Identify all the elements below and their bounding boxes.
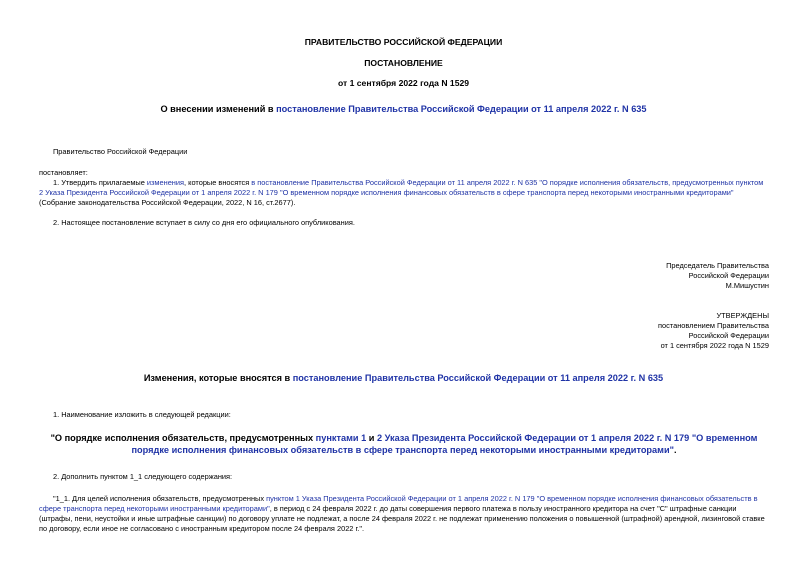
signature-position: Председатель Правительства xyxy=(666,261,769,270)
document-date-number: от 1 сентября 2022 года N 1529 xyxy=(337,78,470,88)
paragraph-1-end: (Собрание законодательства Российской Федерации, 2022, N 16, ст.2677). xyxy=(39,198,296,207)
decree-179-link[interactable]: 2 Указа Президента Российской Федерации от 1 апреля 2022 г. N 179 "О временном порядке исполнения финансовых обязательств в сфере транспорта перед некоторыми иностранными кредиторами" xyxy=(131,433,758,455)
changes-link[interactable]: изменения xyxy=(146,178,185,187)
decree-179-item-1-link[interactable]: пунктом 1 Указа Президента Российской Федерации от 1 апреля 2022 г. N 179 "О временном порядке исполнения финансовых обязательств в сфере транспорта перед некоторыми иностранными кредиторами" xyxy=(39,494,758,513)
new-title-and: и xyxy=(366,433,377,443)
amended-resolution-link[interactable]: постановление Правительства Российской Федерации от 11 апреля 2022 г. N 635 xyxy=(276,104,647,114)
paragraph-1-1 xyxy=(39,494,769,534)
changes-title-prefix: Изменения, которые вносятся в xyxy=(143,373,293,383)
paragraph-1 xyxy=(39,178,769,208)
change-item-2: 2. Дополнить пунктом 1_1 следующего содержания: xyxy=(53,472,233,481)
approval-org: Российской Федерации xyxy=(688,331,769,340)
change-item-1: 1. Наименование изложить в следующей редакции: xyxy=(53,410,231,419)
paragraph-1-start: 1. Утвердить прилагаемые xyxy=(53,178,147,187)
approval-heading: УТВЕРЖДЕНЫ xyxy=(716,311,769,320)
changes-title xyxy=(0,373,807,383)
resolution-635-link[interactable]: в постановление Правительства Российской Федерации от 11 апреля 2022 г. N 635 "О порядке исполнения обязательств, предусмотренных пунктом 2 Указа Президента Российской Федерации от 1 апреля 2022 г. N 179 "О временном порядке исполнения финансовых обязательств в сфере транспорта перед некоторыми иностранными кредиторами" xyxy=(39,178,764,197)
paragraph-1-middle: , которые вносятся xyxy=(184,178,252,187)
new-title-end: . xyxy=(673,445,677,455)
approval-date: от 1 сентября 2022 года N 1529 xyxy=(660,341,769,350)
paragraph-1-1-end: , в период с 24 февраля 2022 г. до даты совершения первого платежа в пользу иностранного кредитора на счет "С" штрафные санкции (штрафы, пени, неустойки и иные штрафные санкции) по договору уплате не подлежат, а после 24 февраля 2022 г. не подлежат применению положения о повышенной (штрафной) арендной, лизинговой ставке по договору, если иное не согласовано с иностранным кредитором после 24 февраля 2022 г.". xyxy=(39,504,765,533)
issuer-text: Правительство Российской Федерации xyxy=(53,147,188,156)
item-1-link[interactable]: пунктами 1 xyxy=(315,433,367,443)
new-title-start: "О порядке исполнения обязательств, предусмотренных xyxy=(50,433,316,443)
paragraph-1-1-start: "1_1. Для целей исполнения обязательств, предусмотренных xyxy=(53,494,267,503)
document-title xyxy=(0,104,807,114)
government-heading: ПРАВИТЕЛЬСТВО РОССИЙСКОЙ ФЕДЕРАЦИИ xyxy=(304,37,503,47)
changes-title-link[interactable]: постановление Правительства Российской Федерации от 11 апреля 2022 г. N 635 xyxy=(292,373,664,383)
resolves-text: постановляет: xyxy=(39,168,88,177)
approval-by: постановлением Правительства xyxy=(658,321,769,330)
paragraph-2: 2. Настоящее постановление вступает в силу со дня его официального опубликования. xyxy=(53,218,355,227)
signature-name: М.Мишустин xyxy=(725,281,769,290)
new-title-quote xyxy=(39,432,769,456)
signature-org: Российской Федерации xyxy=(688,271,769,280)
document-title-prefix: О внесении изменений в xyxy=(160,104,277,114)
document-type: ПОСТАНОВЛЕНИЕ xyxy=(364,58,443,68)
